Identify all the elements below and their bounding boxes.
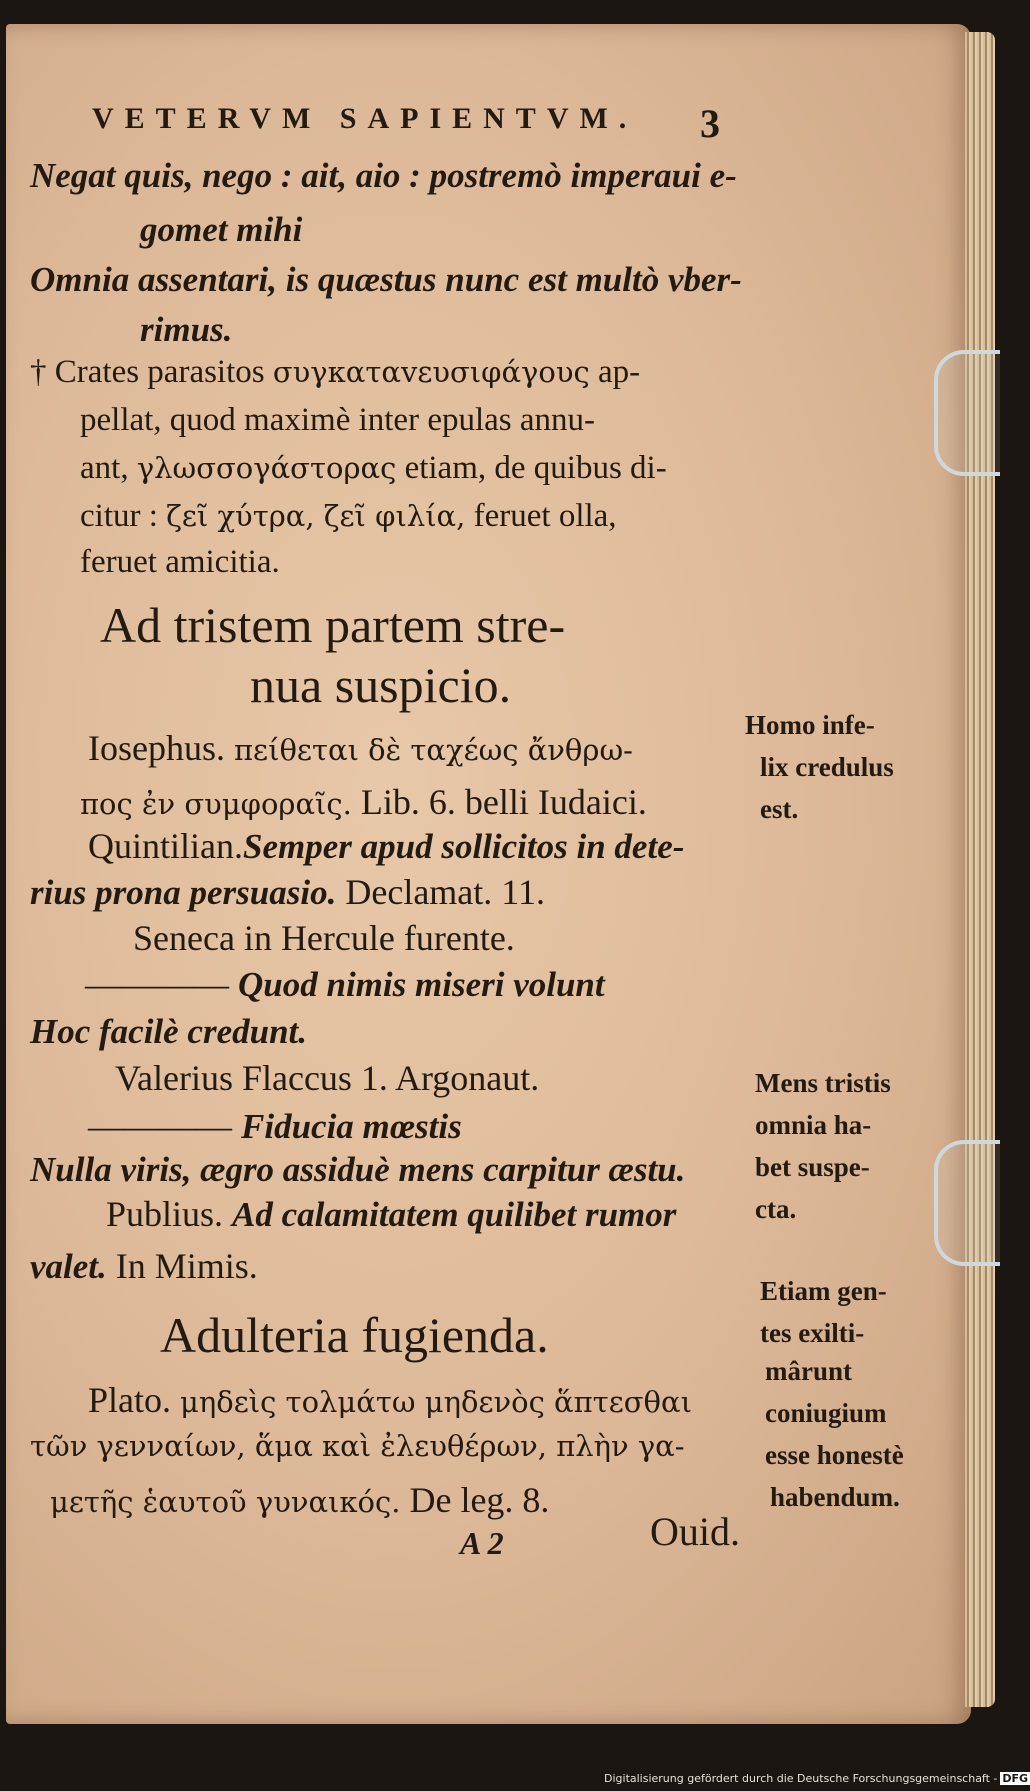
text-line: Publius. Ad calamitatem quilibet rumor: [106, 1194, 677, 1234]
text-line: Quintilian.Semper apud sollicitos in dete-: [88, 826, 685, 866]
text-line: τῶν γενναίων, ἅμα καὶ ἐλευθέρων, πλὴν γα-: [30, 1429, 685, 1463]
digitization-credit: Digitalisierung gefördert durch die Deutsche Forschungsgemeinschaft - DFG: [604, 1772, 1029, 1785]
text-line: πος ἐν συμφοραῖς. Lib. 6. belli Iudaici.: [80, 782, 647, 822]
text-line: valet. In Mimis.: [30, 1246, 258, 1286]
text-line: Plato. μηδεὶς τολμάτω μηδενὸς ἅπτεσθαι: [88, 1380, 692, 1420]
book-clamp-bottom: [934, 1140, 1000, 1266]
text-line: † Crates parasitos συγκαταvευσιφάγους ap-: [30, 354, 641, 390]
book-clamp-top: [934, 350, 1000, 476]
text-line: Nulla viris, ægro assiduè mens carpitur æstu.: [30, 1150, 686, 1189]
text-line: Valerius Flaccus 1. Argonaut.: [115, 1058, 540, 1098]
catchword: Ouid.: [650, 1509, 740, 1554]
text-line: Omnia assentari, is quæstus nunc est multò vber-: [30, 260, 742, 299]
text-line: μετῆς ἑαυτοῦ γυναικός. De leg. 8.: [50, 1480, 550, 1520]
text-line: Hoc facilè credunt.: [30, 1012, 308, 1051]
text-line: ———— Fiducia mœstis: [88, 1106, 462, 1146]
section-heading: nua suspicio.: [250, 657, 512, 713]
text-line: feruet amicitia.: [80, 544, 280, 580]
text-line: ———— Quod nimis miseri volunt: [85, 964, 605, 1004]
page-number: 3: [700, 101, 720, 146]
text-line: Iosephus. πείθεται δὲ ταχέως ἄνθρω-: [88, 728, 633, 768]
text-line: Negat quis, nego : ait, aio : postremò imperaui e-: [30, 156, 737, 195]
text-line: gomet mihi: [140, 210, 303, 249]
section-heading: Ad tristem partem stre-: [100, 597, 566, 653]
text-line: rimus.: [140, 310, 233, 349]
dfg-logo: DFG: [1002, 1772, 1029, 1785]
running-head: VETERVM SAPIENTVM.: [92, 102, 638, 135]
text-line: pellat, quod maximè inter epulas annu-: [80, 402, 596, 438]
page-edges: [965, 32, 995, 1707]
text-line: Seneca in Hercule furente.: [133, 918, 515, 958]
text-line: rius prona persuasio. Declamat. 11.: [30, 872, 545, 912]
text-line: ant, γλωσσογάστορας etiam, de quibus di-: [80, 450, 667, 486]
signature-mark: A 2: [460, 1525, 504, 1561]
section-heading: Adulteria fugienda.: [160, 1307, 549, 1363]
text-line: citur : ζεῖ χύτρα, ζεῖ φιλία, feruet olla,: [80, 498, 617, 534]
